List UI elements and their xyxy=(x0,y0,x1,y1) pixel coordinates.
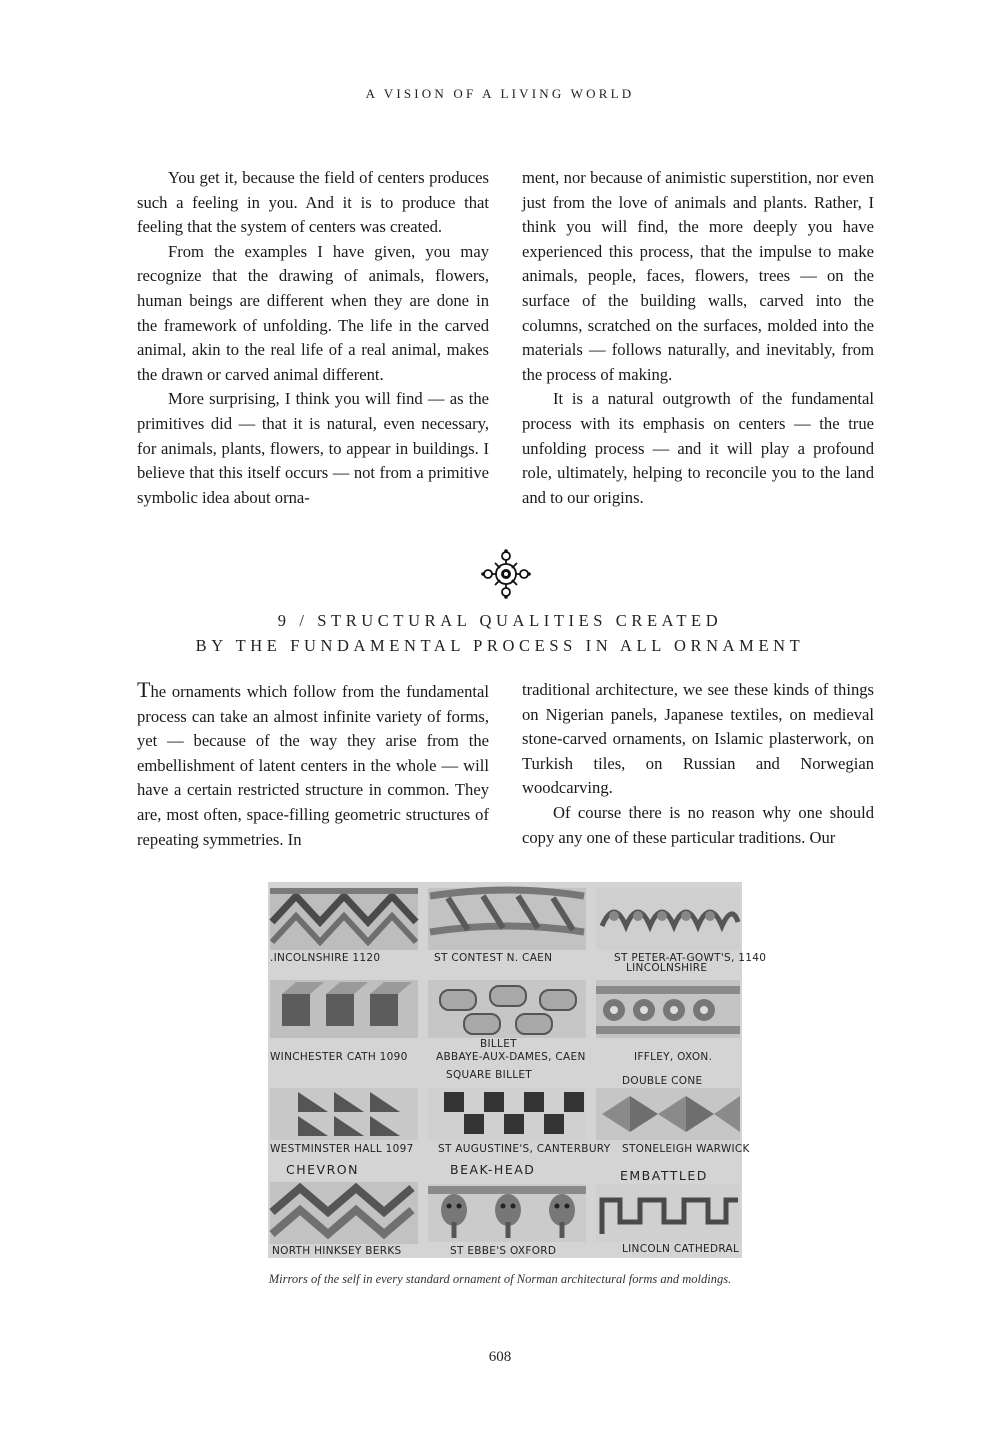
beak-head-ornament xyxy=(428,1184,586,1242)
embattled-ornament xyxy=(596,1184,740,1242)
body-paragraph: Of course there is no reason why one should copy any one of these particular traditions. Our xyxy=(522,802,874,847)
label-st-contest: ST CONTEST N. CAEN xyxy=(434,952,553,964)
body-paragraph: More surprising, I think you will find — as the primitives did — that it is natural, even necessary, for animals, plants, flowers, to appear in buildings. I believe that this itself occurs — not from a primitive symbolic idea about orna- xyxy=(137,389,489,507)
body-paragraph: You get it, because the field of centers produces such a feeling in you. And it is to produce that feeling that the system of centers was created. xyxy=(137,168,489,237)
section-title-line-2: BY THE FUNDAMENTAL PROCESS IN ALL ORNAMENT xyxy=(195,636,805,655)
zigzag-ornament xyxy=(270,888,418,950)
section-ornament-icon xyxy=(480,548,532,600)
label-lincoln-cathedral: LINCOLN CATHEDRAL xyxy=(622,1243,740,1255)
ornament-plate-drawing xyxy=(268,882,767,1258)
section-left-column xyxy=(137,678,489,852)
section-right-column xyxy=(522,678,874,850)
chevron-ornament xyxy=(270,1182,418,1244)
label-embattled: EMBATTLED xyxy=(620,1168,708,1183)
figure-caption: Mirrors of the self in every standard ornament of Norman architectural forms and moldings. xyxy=(268,1272,732,1286)
label-abbaye: ABBAYE-AUX-DAMES, CAEN xyxy=(436,1051,586,1063)
label-winchester: WINCHESTER CATH 1090 xyxy=(270,1051,408,1063)
body-paragraph: traditional architecture, we see these kinds of things on Nigerian panels, Japanese textiles, on medieval stone-carved ornaments, on Islamic plasterwork, on Turkish tiles, on Russian and Norwegian woodcarving. xyxy=(522,680,874,798)
double-cone-ornament xyxy=(596,1088,740,1140)
label-st-peter: ST PETER-AT-GOWT'S, 1140 xyxy=(614,952,767,964)
label-westminster: WESTMINSTER HALL 1097 xyxy=(270,1143,414,1155)
section-first-paragraph-text: he ornaments which follow from the fundamental process can take an almost infinite variety of forms, yet — because of the way they arise from the embellishment of latent centers in the whole — will have a certain restricted structure in common. They are, most often, space-filling geometric structures of repeating symmetries. In xyxy=(137,682,489,849)
ornament-plate-figure xyxy=(268,882,767,1258)
ribbon-ornament xyxy=(428,888,586,950)
section-title-line-1: 9 / STRUCTURAL QUALITIES CREATED xyxy=(277,611,723,630)
rosette-ornament xyxy=(596,980,740,1038)
square-billet-ornament xyxy=(428,1088,586,1140)
page-number: 608 xyxy=(488,1349,512,1365)
label-chevron: CHEVRON xyxy=(286,1162,359,1177)
label-north-hinksey: NORTH HINKSEY BERKS xyxy=(272,1245,402,1257)
label-stoneleigh: STONELEIGH WARWICK xyxy=(622,1143,750,1155)
body-paragraph: From the examples I have given, you may recognize that the drawing of animals, flowers, human beings are different when they are done in the framework of unfolding. The life in the carved animal, akin to the real life of a real animal, makes the drawn or carved animal different. xyxy=(137,241,489,384)
label-beak-head: BEAK-HEAD xyxy=(450,1162,536,1177)
body-paragraph: ment, nor because of animistic superstition, nor even just from the love of animals and plants. Rather, I think you will find, the more deeply you have experienced this process, that the impulse to make animals, people, faces, flowers, trees — on the surface of the building walls, carved into the columns, scratched on the surfaces, molded into the materials — follows naturally, and inevitably, from the process of making. xyxy=(522,168,874,384)
label-billet: BILLET xyxy=(480,1038,517,1050)
label-st-ebbes: ST EBBE'S OXFORD xyxy=(450,1245,557,1257)
top-left-column xyxy=(137,166,489,510)
top-right-column xyxy=(522,166,874,510)
label-square-billet: SQUARE BILLET xyxy=(446,1069,533,1081)
running-head: A VISION OF A LIVING WORLD xyxy=(365,86,635,101)
label-lincolnshire-small: LINCOLNSHIRE xyxy=(626,962,708,974)
cube-ornament xyxy=(270,980,418,1038)
label-double-cone: DOUBLE CONE xyxy=(622,1075,703,1087)
initial-letter: T xyxy=(137,677,151,702)
sawtooth-ornament xyxy=(270,1088,418,1140)
label-st-augustines: ST AUGUSTINE'S, CANTERBURY xyxy=(438,1143,611,1155)
section-first-paragraph xyxy=(137,678,489,852)
label-lincolnshire: .INCOLNSHIRE 1120 xyxy=(270,952,381,964)
scallop-ornament xyxy=(596,888,740,950)
body-paragraph: It is a natural outgrowth of the fundamental process with its emphasis on centers — the true unfolding process — and it will play a profound role, ultimately, helping to reconcile you to the land and to our origins. xyxy=(522,389,874,507)
label-iffley: IFFLEY, OXON. xyxy=(634,1051,713,1063)
billet-ornament xyxy=(428,980,586,1038)
